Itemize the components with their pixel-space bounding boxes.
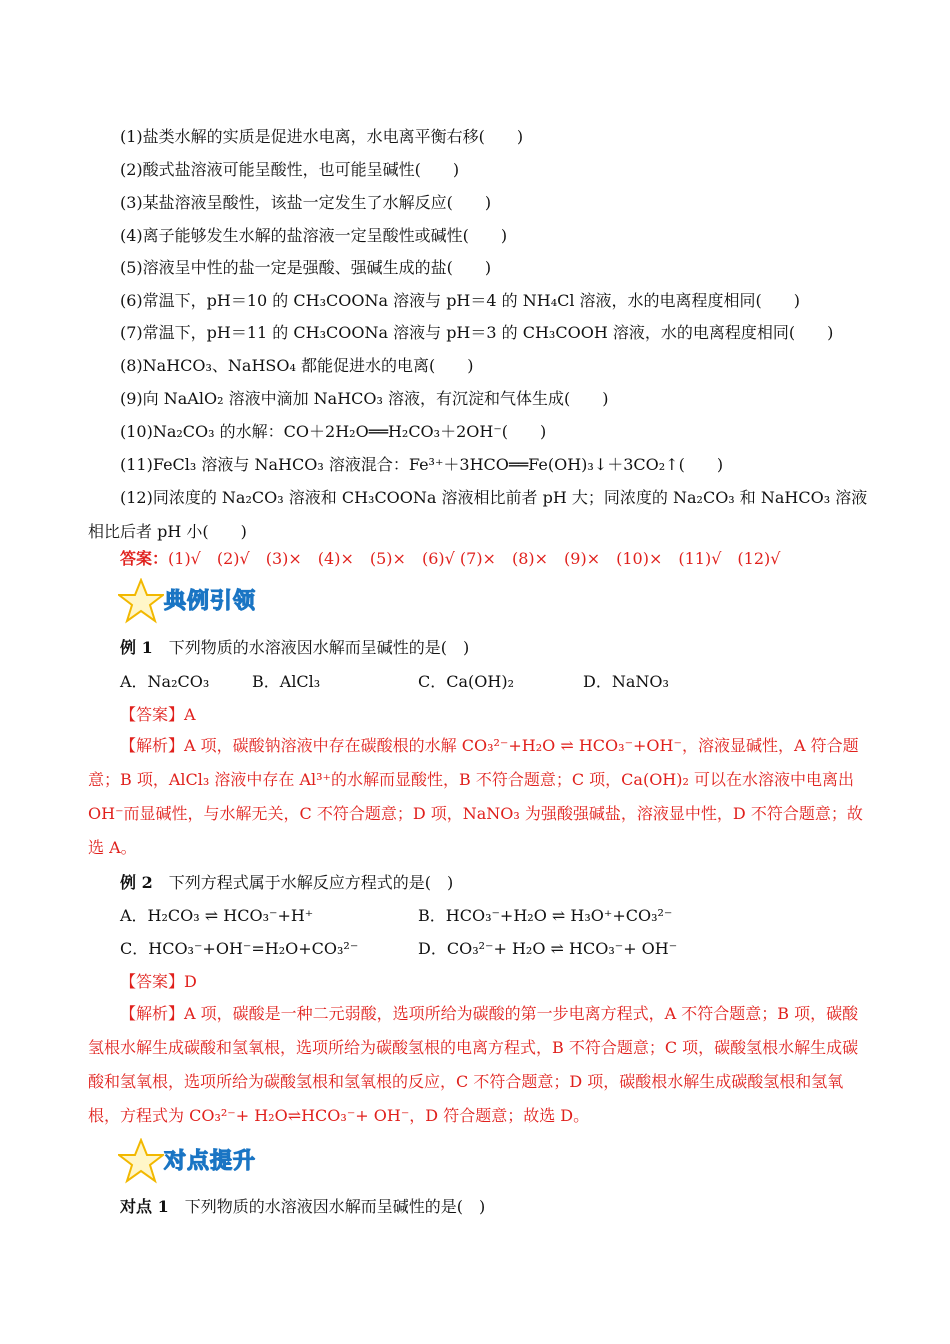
question-5: (5)溶液呈中性的盐一定是强酸、强碱生成的盐( ) [120,258,492,277]
answer-key-label: 答案： [120,549,169,568]
banner-title: 典例引领 [164,589,257,614]
example-2-analysis-tag: 【解析】 [120,1004,185,1023]
example-2-question [120,872,453,894]
star-icon [118,1138,164,1184]
section-banner-practice [118,1138,378,1184]
practice-1-text: 下列物质的水溶液因水解而呈碱性的是( ) [184,1197,486,1216]
star-icon [118,578,164,624]
example-1-option-b: B．AlCl₃ [252,672,321,691]
example-1-option-c: C．Ca(OH)₂ [418,672,514,691]
question-3: (3)某盐溶液呈酸性，该盐一定发生了水解反应( ) [120,193,492,212]
question-10: (10)Na₂CO₃ 的水解：CO＋2H₂O══H₂CO₃＋2OH⁻( ) [120,422,547,441]
example-1-analysis-text: A 项，碳酸钠溶液中存在碳酸根的水解 CO₃²⁻+H₂O ⇌ HCO₃⁻+OH⁻，溶液显碱性，A 符合题意；B 项，AlCl₃ 溶液中存在 Al³⁺的水解而显酸性，B 不符合题意；C 项，Ca(OH)₂ 可以在水溶液中电离出 OH⁻而显碱性，与水解无关，C 不符合题意；D 项，NaNO₃ 为强酸强碱盐，溶液显中性，D 不符合题意；故选 A。 [88,736,863,857]
example-2-label: 例 2 [120,873,153,892]
practice-1-label: 对点 1 [120,1197,169,1216]
example-2-option-a: A．H₂CO₃ ⇌ HCO₃⁻+H⁺ [120,906,314,925]
question-7: (7)常温下，pH＝11 的 CH₃COONa 溶液与 pH＝3 的 CH₃COOH 溶液，水的电离程度相同( ) [120,323,834,342]
example-1-question [120,637,469,659]
example-1-option-a: A．Na₂CO₃ [120,672,210,691]
question-4: (4)离子能够发生水解的盐溶液一定呈酸性或碱性( ) [120,226,508,245]
example-2-option-d: D．CO₃²⁻+ H₂O ⇌ HCO₃⁻+ OH⁻ [418,939,678,958]
question-12: (12)同浓度的 Na₂CO₃ 溶液和 CH₃COONa 溶液相比前者 pH 大；同浓度的 Na₂CO₃ 和 NaHCO₃ 溶液相比后者 pH 小( ) [88,488,868,541]
question-1: (1)盐类水解的实质是促进水电离，水电离平衡右移( ) [120,127,524,146]
example-2-analysis-text: A 项，碳酸是一种二元弱酸，选项所给为碳酸的第一步电离方程式，A 不符合题意；B 项，碳酸氢根水解生成碳酸和氢氧根，选项所给为碳酸氢根的电离方程式，B 不符合题意；C 项，碳酸氢根水解生成碳酸和氢氧根，选项所给为碳酸氢根和氢氧根的反应，C 不符合题意；D 项，碳酸根水解生成碳酸氢根和氢氧根，方程式为 CO₃²⁻+ H₂O⇌HCO₃⁻+ OH⁻，D 符合题意；故选 D。 [88,1004,859,1125]
question-8: (8)NaHCO₃、NaHSO₄ 都能促进水的电离( ) [120,356,474,375]
section-banner-examples [118,578,378,624]
example-1-answer: 【答案】A [120,705,196,724]
example-1-label: 例 1 [120,638,153,657]
answer-key-text: (1)√ (2)√ (3)× (4)× (5)× (6)√ (7)× (8)× (9)× (10)× (11)√ (12)√ [168,549,781,568]
example-1-text: 下列物质的水溶液因水解而呈碱性的是( ) [168,638,470,657]
example-2-answer: 【答案】D [120,972,197,991]
example-2-option-b: B．HCO₃⁻+H₂O ⇌ H₃O⁺+CO₃²⁻ [418,906,673,925]
example-1-option-d: D．NaNO₃ [583,672,669,691]
question-11: (11)FeCl₃ 溶液与 NaHCO₃ 溶液混合：Fe³⁺＋3HCO══Fe(OH)₃↓＋3CO₂↑( ) [120,455,724,474]
example-2-analysis [88,997,868,1133]
question-6: (6)常温下，pH＝10 的 CH₃COONa 溶液与 pH＝4 的 NH₄Cl 溶液，水的电离程度相同( ) [120,291,801,310]
answer-key [120,548,780,570]
example-1-analysis-tag: 【解析】 [120,736,185,755]
example-2-text: 下列方程式属于水解反应方程式的是( ) [168,873,454,892]
example-1-analysis [88,729,868,865]
example-2-option-c: C．HCO₃⁻+OH⁻=H₂O+CO₃²⁻ [120,939,359,958]
question-2: (2)酸式盐溶液可能呈酸性，也可能呈碱性( ) [120,160,460,179]
practice-1-question [120,1196,485,1218]
banner-title: 对点提升 [164,1149,257,1174]
question-9: (9)向 NaAlO₂ 溶液中滴加 NaHCO₃ 溶液，有沉淀和气体生成( ) [120,389,609,408]
